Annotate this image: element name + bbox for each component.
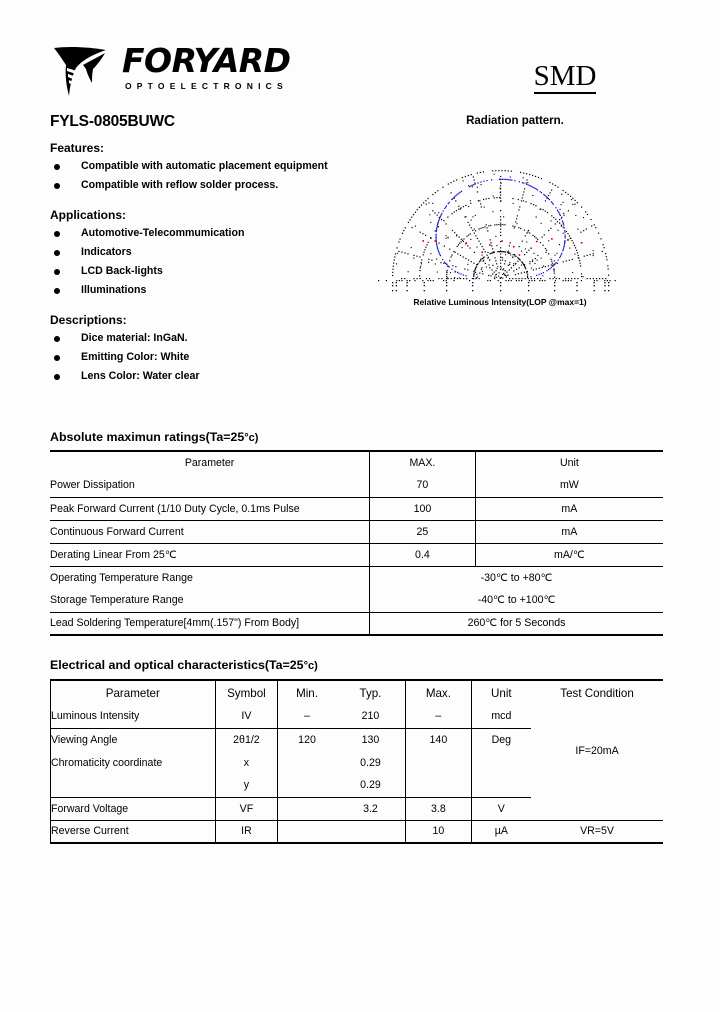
cell-symbol: y bbox=[215, 774, 278, 797]
cell-symbol: IR bbox=[215, 820, 278, 843]
cell-unit: mW bbox=[475, 474, 663, 497]
descriptions-heading: Descriptions: bbox=[50, 313, 127, 328]
cell-symbol: IV bbox=[215, 705, 278, 728]
absolute-max-heading-degree: °c) bbox=[244, 432, 259, 444]
cell-parameter: Power Dissipation bbox=[50, 474, 370, 497]
features-list bbox=[50, 157, 380, 194]
table-row bbox=[51, 680, 664, 705]
list-item-label: Illuminations bbox=[81, 283, 147, 296]
cell-min bbox=[278, 774, 336, 797]
bullet-icon bbox=[54, 164, 60, 170]
cell-span-value: -30℃ to +80℃ bbox=[370, 566, 663, 589]
cell-symbol: VF bbox=[215, 797, 278, 820]
cell-span-value: -40℃ to +100℃ bbox=[370, 589, 663, 612]
cell-parameter: Operating Temperature Range bbox=[50, 571, 193, 584]
cell-parameter: Storage Temperature Range bbox=[50, 589, 370, 612]
absolute-max-heading-text: Absolute maximun ratings(Ta=25 bbox=[50, 430, 245, 444]
cell-unit bbox=[471, 751, 531, 774]
list-item-label: Indicators bbox=[81, 246, 132, 259]
cell-typ: 0.29 bbox=[336, 774, 406, 797]
brand-tagline: OPTOELECTRONICS bbox=[125, 81, 288, 91]
electrical-optical-heading bbox=[50, 658, 318, 672]
table-row bbox=[51, 705, 664, 728]
cell-test-condition: VR=5V bbox=[531, 820, 663, 843]
cell-parameter: Continuous Forward Current bbox=[50, 520, 370, 543]
table-row bbox=[50, 589, 663, 612]
list-item bbox=[50, 224, 380, 243]
cell-unit: mcd bbox=[471, 705, 531, 728]
cell-unit: Deg bbox=[471, 728, 531, 751]
electrical-optical-heading-degree: °c) bbox=[303, 660, 318, 672]
cell-max: 140 bbox=[406, 728, 471, 751]
applications-heading: Applications: bbox=[50, 208, 127, 223]
cell-max: 10 bbox=[406, 820, 471, 843]
cell-typ: 210 bbox=[336, 705, 406, 728]
list-item bbox=[50, 157, 380, 176]
cell-max: – bbox=[406, 705, 471, 728]
foryard-logo-icon bbox=[50, 38, 112, 100]
cell-unit: mA bbox=[475, 497, 663, 520]
cell-max: 3.8 bbox=[406, 797, 471, 820]
col-header-unit: Unit bbox=[475, 451, 663, 474]
cell-max: 100 bbox=[370, 497, 476, 520]
list-item bbox=[50, 262, 380, 281]
bullet-icon bbox=[54, 231, 60, 237]
part-number: FYLS-0805BUWC bbox=[50, 113, 175, 130]
cell-parameter: Forward Voltage bbox=[51, 797, 216, 820]
smd-label: SMD bbox=[533, 60, 597, 92]
cell-parameter: Derating Linear From 25℃ bbox=[50, 543, 370, 566]
cell-typ bbox=[336, 820, 406, 843]
list-item-label: Automotive-Telecommumication bbox=[81, 227, 245, 240]
cell-unit: V bbox=[471, 797, 531, 820]
cell-typ: 0.29 bbox=[360, 756, 381, 769]
col-header-parameter: Parameter bbox=[51, 680, 216, 705]
bullet-icon bbox=[54, 269, 60, 275]
cell-unit: mA bbox=[475, 520, 663, 543]
list-item-label: Compatible with automatic placement equipment bbox=[81, 160, 328, 172]
polar-plot-svg bbox=[365, 160, 635, 295]
page-header bbox=[50, 38, 670, 108]
table-row bbox=[50, 566, 663, 589]
electrical-optical-table bbox=[50, 679, 663, 844]
cell-symbol: 2θ1/2 bbox=[215, 728, 278, 751]
cell-parameter: Lead Soldering Temperature[4mm(.157") From Body] bbox=[50, 612, 370, 635]
cell-unit: mA/℃ bbox=[475, 543, 663, 566]
brand-name: FORYARD bbox=[122, 41, 291, 80]
list-item bbox=[50, 281, 380, 300]
list-item-label: LCD Back-lights bbox=[81, 264, 163, 277]
table-row bbox=[50, 543, 663, 566]
col-header-typ: Typ. bbox=[336, 680, 406, 705]
table-row bbox=[51, 797, 664, 820]
cell-min: 120 bbox=[278, 728, 336, 751]
cell-min: – bbox=[278, 705, 336, 728]
cell-test-condition bbox=[531, 797, 663, 820]
cell-min bbox=[278, 797, 336, 820]
radiation-pattern-plot bbox=[365, 160, 635, 315]
list-item bbox=[50, 243, 380, 262]
cell-max: 70 bbox=[370, 474, 476, 497]
absolute-max-heading bbox=[50, 430, 258, 444]
cell-test-condition: IF=20mA bbox=[575, 745, 619, 757]
bullet-icon bbox=[54, 374, 60, 380]
cell-typ: 3.2 bbox=[336, 797, 406, 820]
cell-max bbox=[406, 751, 471, 774]
cell-max: 25 bbox=[370, 520, 476, 543]
bullet-icon bbox=[54, 355, 60, 361]
cell-parameter: Peak Forward Current (1/10 Duty Cycle, 0.1ms Pulse bbox=[50, 497, 370, 520]
cell-parameter: Reverse Current bbox=[51, 820, 216, 843]
absolute-max-ratings-table bbox=[50, 450, 663, 636]
col-header-unit: Unit bbox=[471, 680, 531, 705]
cell-parameter: Luminous Intensity bbox=[51, 705, 216, 728]
cell-min bbox=[278, 751, 336, 774]
features-heading: Features: bbox=[50, 141, 105, 155]
table-row bbox=[50, 520, 663, 543]
company-logo bbox=[50, 38, 291, 100]
list-item bbox=[50, 176, 380, 195]
spec-sections bbox=[50, 141, 380, 385]
col-header-max: Max. bbox=[406, 680, 471, 705]
cell-parameter: Chromaticity coordinate bbox=[51, 751, 216, 774]
radiation-pattern-title: Radiation pattern. bbox=[466, 115, 564, 127]
cell-unit: µA bbox=[471, 820, 531, 843]
col-header-min: Min. bbox=[278, 680, 336, 705]
cell-symbol: x bbox=[215, 751, 278, 774]
cell-span-value: 260℃ for 5 Seconds bbox=[370, 612, 663, 635]
table-row bbox=[51, 820, 664, 843]
col-header-test-condition: Test Condition bbox=[531, 680, 663, 705]
list-item-label: Compatible with reflow solder process. bbox=[81, 178, 279, 191]
list-item bbox=[50, 329, 380, 348]
table-row bbox=[50, 451, 663, 474]
table-row bbox=[50, 497, 663, 520]
cell-max bbox=[406, 774, 471, 797]
descriptions-list bbox=[50, 329, 380, 385]
cell-min bbox=[278, 820, 336, 843]
list-item bbox=[50, 367, 380, 386]
col-header-max: MAX. bbox=[370, 451, 476, 474]
plot-caption: Relative Luminous Intensity(LOP @max=1) bbox=[413, 297, 587, 307]
cell-parameter bbox=[51, 774, 216, 797]
list-item-label: Emitting Color: White bbox=[81, 350, 190, 363]
bullet-icon bbox=[54, 336, 60, 342]
table-row bbox=[50, 474, 663, 497]
cell-parameter: Viewing Angle bbox=[51, 728, 216, 751]
cell-max: 0.4 bbox=[370, 543, 476, 566]
applications-list bbox=[50, 224, 380, 299]
bullet-icon bbox=[54, 183, 60, 189]
list-item-label: Dice material: InGaN. bbox=[81, 332, 188, 345]
smd-label-block bbox=[480, 62, 650, 94]
col-header-parameter: Parameter bbox=[50, 451, 370, 474]
list-item bbox=[50, 348, 380, 367]
bullet-icon bbox=[54, 250, 60, 256]
electrical-optical-heading-text: Electrical and optical characteristics(Ta=25 bbox=[50, 658, 304, 672]
cell-unit bbox=[471, 774, 531, 797]
table-row bbox=[50, 612, 663, 635]
bullet-icon bbox=[54, 288, 60, 294]
col-header-symbol: Symbol bbox=[215, 680, 278, 705]
cell-typ: 130 bbox=[361, 733, 380, 746]
list-item-label: Lens Color: Water clear bbox=[81, 369, 200, 382]
